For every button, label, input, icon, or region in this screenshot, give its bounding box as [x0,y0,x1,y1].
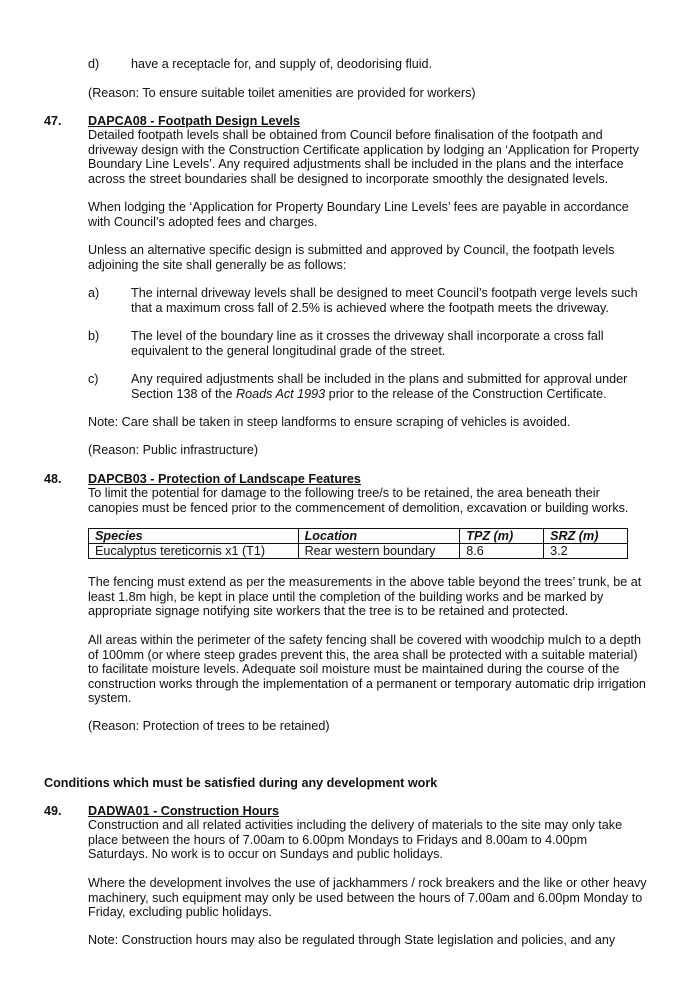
table-header: Species [89,529,299,544]
table-cell: 3.2 [544,544,628,559]
condition-49-paragraph-1 [88,818,622,862]
text-line [131,387,627,402]
text-line: The level of the boundary line as it crosses the driveway shall incorporate a cross fall [131,329,604,343]
condition-48-title: DAPCB03 - Protection of Landscape Features [88,472,361,486]
text-line: Unless an alternative specific design is submitted and approved by Council, the footpath levels [88,243,615,257]
condition-49-number: 49. [44,804,62,818]
text-line: Friday, excluding public holidays. [88,905,272,920]
text-line: Boundary Line Levels’. Any required adjustments shall be included in the plans and the interface [88,157,624,172]
text-line: of 100mm (or where steep grades prevent this, the area shall be protected with a suitable material) [88,647,638,662]
text-line: To limit the potential for damage to the following tree/s to be retained, the area beneath their [88,486,600,500]
text-line: equivalent to the general longitudinal grade of the street. [131,343,446,358]
condition-47-note: Note: Care shall be taken in steep landforms to ensure scraping of vehicles is avoided. [88,415,571,429]
act-citation: Roads Act 1993 [236,386,326,401]
condition-47-paragraph-3 [88,243,614,272]
condition-47-paragraph-2 [88,200,629,229]
text-line: All areas within the perimeter of the safety fencing shall be covered with woodchip mulch to a depth [88,633,642,647]
table-header-row [89,529,628,544]
table-cell: 8.6 [460,544,544,559]
text-line: machinery, such equipment may only be used between the hours of 7.00am and 6.00pm Monday to [88,890,643,905]
text-line: system. [88,691,132,706]
condition-49-note: Note: Construction hours may also be regulated through State legislation and policies, and any [88,933,616,947]
condition-47-number: 47. [44,114,62,128]
table-header: Location [298,529,460,544]
text-line: Saturdays. No work is to occur on Sundays and public holidays. [88,847,443,862]
condition-48-paragraph-1 [88,486,628,515]
item-d-label: d) [88,57,100,71]
text-line: The fencing must extend as per the measurements in the above table beyond the trees’ trunk, be at [88,575,642,589]
text-line: Construction and all related activities including the delivery of materials to the site may only take [88,818,623,832]
text-line: place between the hours of 7.00am to 6.00pm Mondays to Fridays and 8.00am to 4.00pm [88,832,588,847]
condition-47-paragraph-1 [88,128,639,186]
condition-48-reason: (Reason: Protection of trees to be retained) [88,719,330,733]
text-fragment: prior to the release of the Construction Certificate. [325,386,607,401]
list-item-b-text [131,329,604,358]
item-d-text: have a receptacle for, and supply of, deodorising fluid. [131,57,433,71]
list-item-b-label: b) [88,329,100,343]
text-line: that a maximum cross fall of 2.5% is achieved where the footpath meets the driveway. [131,300,609,315]
condition-49-paragraph-2 [88,876,647,920]
list-item-c-label: c) [88,372,99,386]
list-item-a-text [131,286,638,315]
text-line: across the street boundaries shall be designed to incorporate smoothly the designated levels. [88,171,609,186]
condition-49-title: DADWA01 - Construction Hours [88,804,280,818]
condition-48-paragraph-2 [88,575,641,619]
tree-protection-table [88,528,628,559]
list-item-a-label: a) [88,286,100,300]
condition-48-number: 48. [44,472,62,486]
text-line: Detailed footpath levels shall be obtained from Council before finalisation of the footpath and [88,128,603,142]
text-line: to facilitate moisture levels. Adequate soil moisture must be maintained during the course of the [88,662,620,677]
table-header: SRZ (m) [544,529,628,544]
table-cell: Eucalyptus tereticornis x1 (T1) [89,544,299,559]
table-header: TPZ (m) [460,529,544,544]
condition-47-reason: (Reason: Public infrastructure) [88,443,259,457]
text-line: The internal driveway levels shall be designed to meet Council’s footpath verge levels such [131,286,638,300]
text-line: with Council’s adopted fees and charges. [88,214,318,229]
condition-48-paragraph-3 [88,633,646,706]
text-line: adjoining the site shall generally be as follows: [88,257,347,272]
text-line: canopies must be fenced prior to the commencement of demolition, excavation or building works. [88,500,629,515]
condition-47-title: DAPCA08 - Footpath Design Levels [88,114,301,128]
text-line: driveway design with the Construction Certificate application by lodging an ‘Application for Property [88,142,639,157]
reason-toilet: (Reason: To ensure suitable toilet amenities are provided for workers) [88,86,476,100]
text-line: When lodging the ‘Application for Property Boundary Line Levels’ fees are payable in accordance [88,200,629,214]
section-heading: Conditions which must be satisfied during any development work [44,776,438,790]
text-line: least 1.8m high, be kept in place until the completion of the building works and be marked by [88,589,604,604]
text-line: construction works through the implementation of a permanent or temporary automatic drip irrigation [88,676,646,691]
text-line: Any required adjustments shall be included in the plans and submitted for approval under [131,372,628,386]
list-item-c-text [131,372,627,401]
text-line: appropriate signage notifying site workers that the tree is to be retained and protected. [88,604,569,619]
text-line: Where the development involves the use of jackhammers / rock breakers and the like or other heavy [88,876,647,890]
table-cell: Rear western boundary [298,544,460,559]
text-fragment: Section 138 of the [131,386,237,401]
table-row [89,544,628,559]
